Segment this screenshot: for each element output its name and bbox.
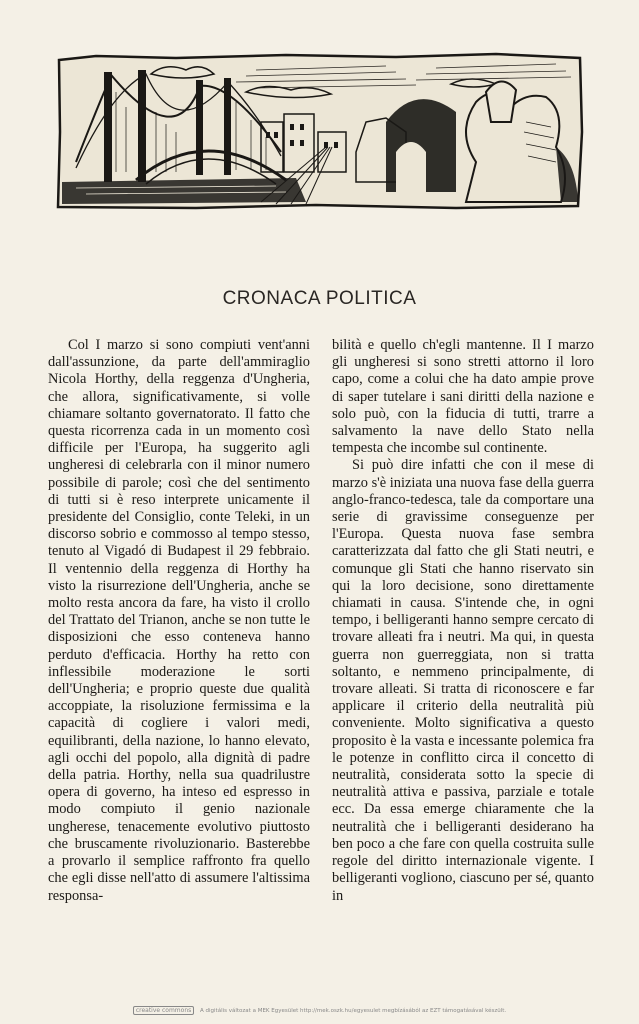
footer-credit <box>0 1006 639 1015</box>
page-title: CRONACA POLITICA <box>222 288 417 309</box>
paragraph: Si può dire infatti che con il mese di marzo s'è iniziata una nuova fase della guerra anglo-franco-tedesca, tale da comportare una serie di gravissime conseguenze per l'Europa. Questa nuova fase sembra caratterizzata dal fatto che gli Stati neutri, e comunque gli Stati che hanno riservato sin qui la loro decisione, sono direttamente chiamati in causa. S'intende che, in ogni tempo, i belligeranti hanno sempre cercato di trovare alleati fra i neutri. Ma qui, in questa guerra non guerreggiata, non si tratta soltanto, e nemmeno principalmente, di trovare alleati. Si tratta di riconoscere e far applicare il criterio della neutralità più conveniente. Molto significativa a questo proposito è la vasta e incessante polemica fra le potenze in conflitto circa il concetto di neutralità, considerata sotto la specie di neutralità attiva e passiva, parziale e totale ecc. Da essa emerge chiaramente che la neutralità che i belligeranti desiderano ha ben poco a che fare con quella costruita sulle regole del diritto internazionale vigente. I belligeranti vogliono, ciascuno per sé, quanto in <box>332 457 594 904</box>
left-column <box>48 337 310 977</box>
paragraph: Col I marzo si sono compiuti vent'anni dall'assunzione, da parte dell'ammiraglio Nicola Horthy, della reggenza d'Ungheria, che allora, significativamente, si volle chiamare soltanto governatorato. Il fatto che questa ricorrenza cada in un momento così difficile per l'Europa, ha suggerito agli ungheresi di celebrarla con il minor numero possibile di parole; così che del sentimento di tutti si è reso interprete unicamente il presidente del Consiglio, conte Teleki, in un discorso sobrio e commosso al tempo stesso, tenuto al Vigadó di Budapest il 29 febbraio. Il ventennio della reggenza di Horthy ha visto la risurrezione dell'Ungheria, anche se molto resta ancora da fare, ha visto il crollo del Trattato del Trianon, anche se non tutte le disposizioni che esso conteneva hanno perduto d'efficacia. Horthy ha retto con inflessibile moderazione le sorti dell'Ungheria; e proprio queste due qualità accoppiate, la risoluzione fermissima e la capacità di cogliere i valori medi, equilibranti, della nazione, lo hanno elevato, agli occhi del popolo, alla dignità di padre della patria. Horthy, nella sua quadrilustre opera di governo, ha inteso ed espresso in modo compiuto il genio nazionale ungherese, tenacemente evolutivo piuttosto che bruscamente rivoluzionario. Basterebbe a provarlo il semplice raffronto fra quello che egli disse nell'atto di assumere l'altissima responsa- <box>48 337 310 904</box>
paragraph: bilità e quello ch'egli mantenne. Il I marzo gli ungheresi si sono stretti attorno il loro capo, come a colui che ha dato ampie prove di saper tutelare i sani diritti della nazione e solo può, con la fiducia di tutti, trarre a salvamento la nave dello Stato nella tempesta che incombe sul continente. <box>332 337 594 457</box>
right-column <box>332 337 594 977</box>
article-body <box>48 337 594 977</box>
woodcut-illustration <box>56 52 584 210</box>
creative-commons-badge: creative commons <box>133 1006 194 1015</box>
footer-text: A digitális változat a MEK Egyesület http://mek.oszk.hu/egyesulet megbízásából az EZT támogatásával készült. <box>200 1008 507 1014</box>
